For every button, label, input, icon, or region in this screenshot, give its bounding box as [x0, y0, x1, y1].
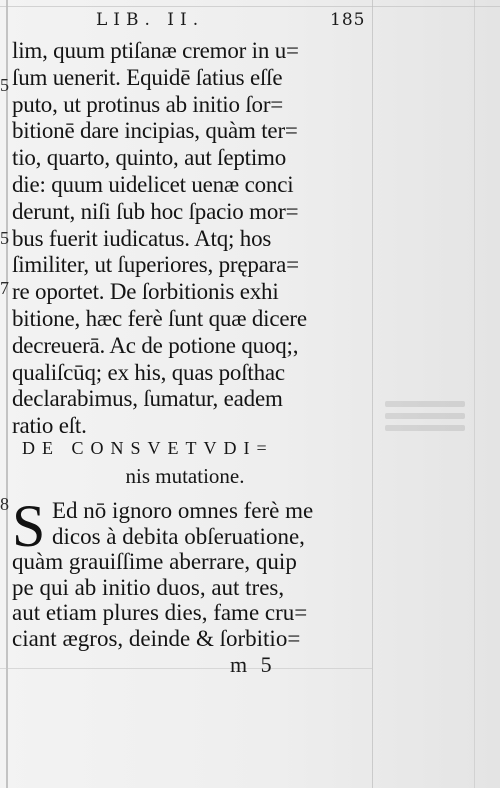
- text-line: pe qui ab initio duos, aut tres,: [12, 574, 285, 600]
- text-line: declarabimus, ſumatur, eadem: [12, 386, 283, 412]
- text-line: tio, quarto, quinto, aut ſeptimo: [12, 145, 287, 171]
- text-line: qualiſcūq; ex his, quas poſthac: [12, 359, 285, 385]
- signature-mark: m 5: [230, 652, 276, 677]
- top-rule: [0, 6, 500, 7]
- text-line: puto, ut protinus ab initio ſor=: [12, 91, 284, 117]
- text-line: die: quum uidelicet uenæ conci: [12, 171, 294, 197]
- page-edge-rule: [6, 0, 8, 788]
- text-line: re oportet. De ſorbitionis exhi: [12, 279, 279, 305]
- margin-number: 8: [0, 494, 9, 514]
- text-line: derunt, niſi ſub hoc ſpacio mor=: [12, 198, 299, 224]
- margin-number: 7: [0, 278, 9, 298]
- section-heading: DE CONSVETVDI=: [22, 438, 274, 458]
- text-line: quàm grauiſſime aberrare, quip: [12, 549, 297, 574]
- running-head: LIB. II.: [96, 10, 205, 30]
- text-line: lim, quum ptiſanæ cremor in u=: [12, 38, 299, 63]
- text-line: ciant ægros, deinde & ſorbitio=: [12, 625, 301, 651]
- page-header: [96, 10, 376, 36]
- ink-bleed-through: [385, 395, 465, 443]
- text-line: bitione, hæc ferè ſunt quæ dicere: [12, 305, 307, 331]
- drop-cap: S: [12, 493, 46, 559]
- bottom-rule: [0, 668, 372, 669]
- text-line: bus fuerit iudicatus. Atq; hos: [12, 225, 272, 251]
- text-line: ſum uenerit. Equidē ſatius eſſe: [12, 64, 283, 90]
- section-heading-subtitle: nis mutatione.: [125, 464, 245, 488]
- text-line: dicos à debita obſeruatione,: [52, 523, 305, 549]
- body-text: [12, 38, 364, 440]
- text-line: ratio eſt.: [12, 413, 87, 439]
- text-line: Ed nō ignoro omnes ferè me: [52, 498, 314, 523]
- text-line: bitionē dare incipias, quàm ter=: [12, 118, 298, 144]
- margin-number: 5: [0, 228, 9, 248]
- text-line: aut etiam plures dies, fame cru=: [12, 600, 308, 625]
- margin-number: 5: [0, 75, 9, 95]
- text-line: ſimiliter, ut ſuperiores, prępara=: [12, 252, 299, 278]
- text-line: decreuerā. Ac de potione quoq;,: [12, 332, 299, 358]
- text-column-rule: [372, 0, 373, 788]
- section-text: [12, 493, 364, 651]
- page-number: 185: [330, 10, 366, 30]
- margin-rule: [474, 0, 475, 788]
